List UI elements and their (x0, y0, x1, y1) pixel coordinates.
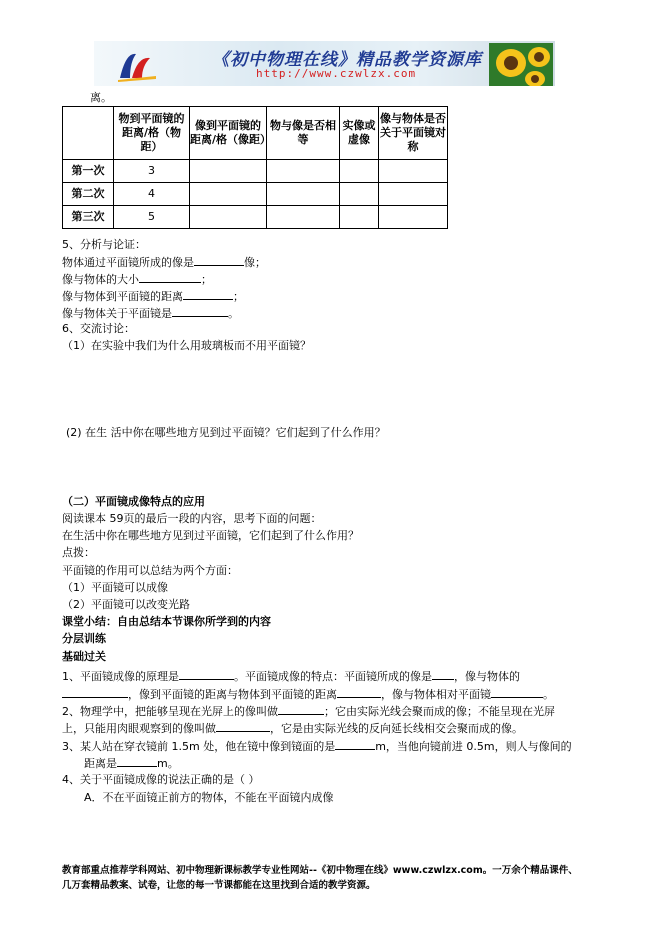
exercise-text: ，像与物体的 (454, 670, 520, 683)
blank-field[interactable] (117, 755, 157, 767)
analysis-text: 物体通过平面镜所成的像是 (62, 256, 194, 269)
site-logo-icon (116, 48, 158, 82)
exercise-text: 。 (543, 688, 554, 701)
analysis-line-2 (62, 271, 212, 287)
table-header-cell: 物与像是否相等 (267, 107, 340, 160)
exercise-text: 2、物理学中，把能够呈现在光屏上的像叫做 (62, 705, 278, 718)
empty-cell[interactable] (340, 206, 379, 229)
footer-line-2: 几万套精品教案、试卷，让您的每一节课都能在这里找到合适的教学资源。 (62, 880, 376, 891)
discussion-question-1: （1）在实验中我们为什么用玻璃板而不用平面镜？ (62, 339, 311, 352)
section-heading: （二）平面镜成像特点的应用 (62, 495, 205, 508)
exercise-1-line-2 (62, 686, 554, 702)
analysis-text: ； (233, 290, 244, 303)
blank-field[interactable] (179, 668, 234, 680)
site-banner (94, 41, 555, 86)
blank-field[interactable] (337, 686, 381, 698)
table-header-cell: 物到平面镜的距离/格（物距） (114, 107, 190, 160)
object-distance-cell: 5 (114, 206, 190, 229)
blank-field[interactable] (491, 686, 543, 698)
sunflower-icon (489, 43, 553, 86)
object-distance-cell: 3 (114, 160, 190, 183)
discussion-question-2: (2) 在生 活中你在哪些地方见到过平面镜？它们起到了什么作用？ (66, 426, 386, 439)
blank-field[interactable] (335, 738, 375, 750)
row-label: 第一次 (63, 160, 114, 183)
empty-cell[interactable] (267, 183, 340, 206)
blank-field[interactable] (432, 668, 454, 680)
blank-field[interactable] (183, 288, 233, 300)
exercise-1-line-1 (62, 668, 520, 684)
footer-line-1: 教育部重点推荐学科网站、初中物理新课标教学专业性网站--《初中物理在线》www.czwlzx.com。一万余个精品课件、 (62, 865, 578, 876)
paragraph: 阅读课本 59页的最后一段的内容，思考下面的问题： (62, 512, 322, 525)
analysis-heading: 5、分析与论证： (62, 238, 146, 251)
row-label: 第二次 (63, 183, 114, 206)
exercise-text: 1、平面镜成像的原理是 (62, 670, 179, 683)
banner-title: 《初中物理在线》精品教学资源库 (212, 50, 482, 70)
empty-cell[interactable] (340, 160, 379, 183)
empty-cell[interactable] (340, 183, 379, 206)
analysis-text: 像； (244, 256, 266, 269)
paragraph: 在生活中你在哪些地方见到过平面镜，它们起到了什么作用？ (62, 529, 359, 542)
paragraph: （2）平面镜可以改变光路 (62, 598, 190, 611)
blank-field[interactable] (216, 720, 270, 732)
exercise-text: ，像到平面镜的距离与物体到平面镜的距离 (128, 688, 337, 701)
table-row (63, 206, 448, 229)
exercise-text: 上，只能用肉眼观察到的像叫做 (62, 722, 216, 735)
exercise-2-line-2 (62, 720, 523, 736)
table-header-cell: 像与物体是否关于平面镜对称 (379, 107, 448, 160)
exercise-3-line-1 (62, 738, 572, 754)
experiment-table (62, 106, 448, 229)
class-summary: 课堂小结：自由总结本节课你所学到的内容 (62, 615, 271, 628)
blank-field[interactable] (139, 271, 201, 283)
analysis-text: 像与物体的大小 (62, 273, 139, 286)
discussion-heading: 6、交流讨论： (62, 322, 135, 335)
empty-cell[interactable] (267, 206, 340, 229)
empty-cell[interactable] (190, 160, 267, 183)
analysis-text: ； (201, 273, 212, 286)
paragraph: 平面镜的作用可以总结为两个方面： (62, 564, 238, 577)
blank-field[interactable] (62, 686, 128, 698)
exercise-text: 。平面镜成像的特点：平面镜所成的像是 (234, 670, 432, 683)
exercise-text: m。 (157, 757, 179, 770)
exercise-2-line-1 (62, 703, 555, 719)
analysis-text: 。 (228, 307, 239, 320)
top-fragment: 离。 (90, 91, 112, 104)
object-distance-cell: 4 (114, 183, 190, 206)
table-header-cell: 像到平面镜的距离/格（像距） (190, 107, 267, 160)
analysis-line-4 (62, 305, 239, 321)
empty-cell[interactable] (379, 206, 448, 229)
blank-field[interactable] (194, 254, 244, 266)
row-label: 第三次 (63, 206, 114, 229)
tiered-training-heading: 分层训练 (62, 632, 106, 645)
exercise-text: ，它是由实际光线的反向延长线相交会聚而成的像。 (270, 722, 523, 735)
paragraph: （1）平面镜可以成像 (62, 581, 168, 594)
empty-cell[interactable] (379, 183, 448, 206)
empty-cell[interactable] (267, 160, 340, 183)
basic-heading: 基础过关 (62, 650, 106, 663)
table-row (63, 183, 448, 206)
table-header-cell: 实像或虚像 (340, 107, 379, 160)
exercise-4: 4、关于平面镜成像的说法正确的是（ ） (62, 773, 260, 786)
analysis-text: 像与物体关于平面镜是 (62, 307, 172, 320)
table-header-cell (63, 107, 114, 160)
exercise-text: ，像与物体相对平面镜 (381, 688, 491, 701)
exercise-text: m，当他向镜前进 0.5m，则人与像间的 (375, 740, 572, 753)
analysis-line-3 (62, 288, 244, 304)
empty-cell[interactable] (190, 206, 267, 229)
paragraph: 点拨： (62, 546, 95, 559)
empty-cell[interactable] (379, 160, 448, 183)
table-row (63, 160, 448, 183)
blank-field[interactable] (172, 305, 228, 317)
exercise-4-option-a: A．不在平面镜正前方的物体，不能在平面镜内成像 (84, 791, 334, 804)
blank-field[interactable] (278, 703, 324, 715)
analysis-line-1 (62, 254, 266, 270)
banner-url[interactable]: http://www.czwlzx.com (256, 67, 417, 80)
analysis-text: 像与物体到平面镜的距离 (62, 290, 183, 303)
exercise-text: ；它由实际光线会聚而成的像；不能呈现在光屏 (324, 705, 555, 718)
exercise-text: 距离是 (84, 757, 117, 770)
page-footer (62, 863, 622, 893)
exercise-text: 3、某人站在穿衣镜前 1.5m 处，他在镜中像到镜面的是 (62, 740, 336, 753)
table-header-row (63, 107, 448, 160)
exercise-3-line-2 (84, 755, 179, 771)
empty-cell[interactable] (190, 183, 267, 206)
